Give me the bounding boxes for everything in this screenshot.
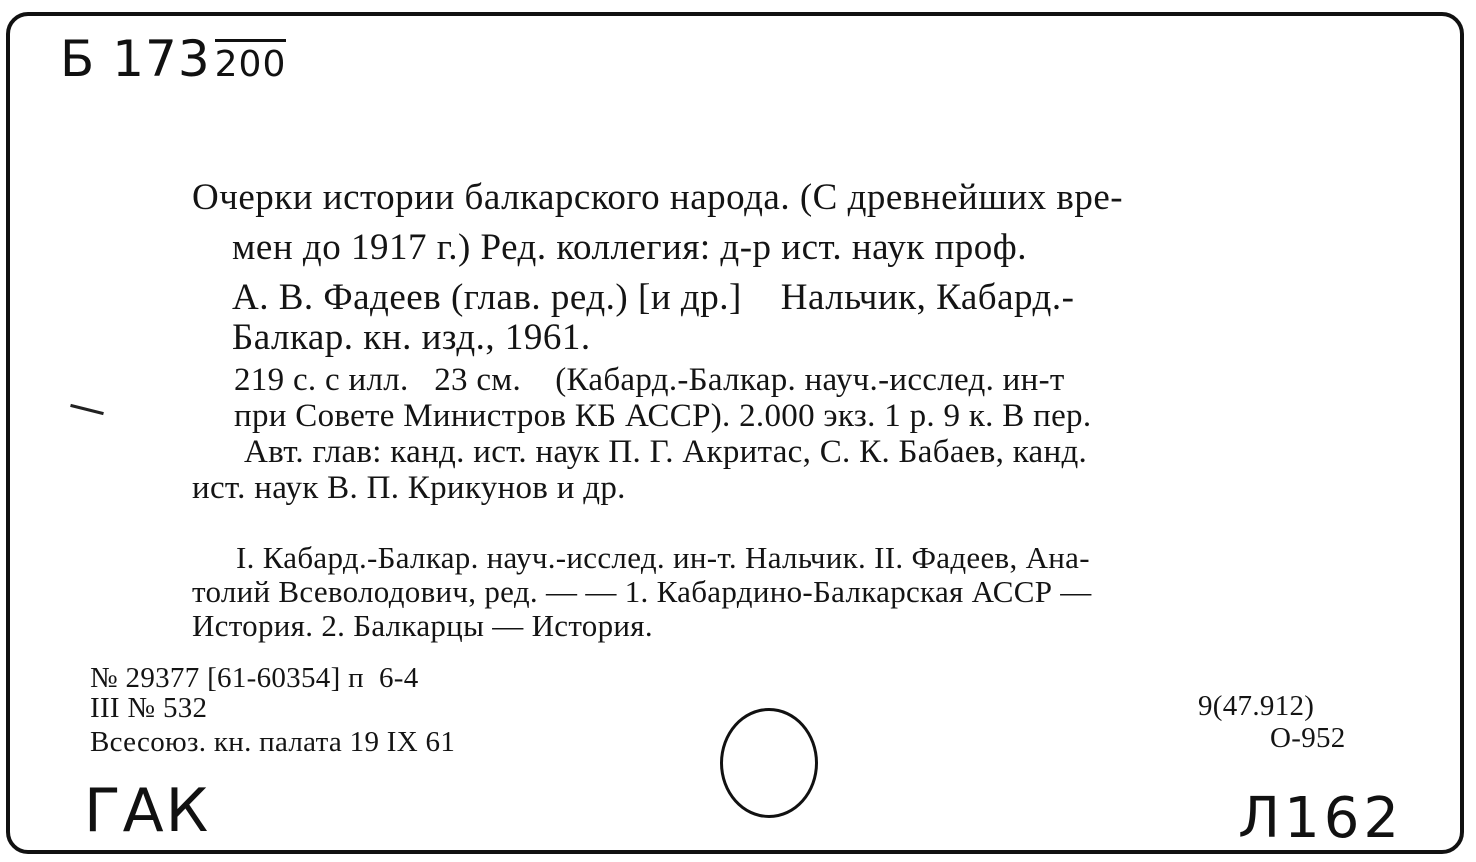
collation-line-2: при Совете Министров КБ АССР). 2.000 экз. 1 р. 9 к. В пер. (234, 398, 1092, 434)
tracing-line-1: I. Кабард.-Балкар. науч.-исслед. ин-т. Нальчик. II. Фадеев, Ана- (236, 540, 1090, 575)
punch-hole-circle (720, 708, 818, 818)
title-line-1: Очерки истории балкарского народа. (С древнейших вре- (192, 177, 1124, 218)
handwritten-gak: ГАК (84, 776, 211, 846)
title-line-4: Балкар. кн. изд., 1961. (232, 317, 591, 358)
classification-number: 9(47.912) (1198, 690, 1315, 722)
collation-line-3: Авт. глав: канд. ист. наук П. Г. Акритас, С. К. Бабаев, канд. (244, 434, 1088, 470)
tracing-line-2: толий Всеволодович, ред. — — 1. Кабардино-Балкарская АССР — (192, 574, 1092, 609)
stamp-line-3: Всесоюз. кн. палата 19 IX 61 (90, 726, 456, 758)
collation-line-1: 219 с. с илл. 23 см. (Кабард.-Балкар. науч.-исслед. ин-т (234, 362, 1065, 398)
title-line-2: мен до 1917 г.) Ред. коллегия: д-р ист. наук проф. (232, 227, 1027, 268)
call-number-fraction: 200 (215, 39, 287, 85)
title-line-3: А. В. Фадеев (глав. ред.) [и др.] Нальчик, Кабард.- (232, 277, 1075, 318)
stamp-line-2: III № 532 (90, 692, 208, 724)
call-number-main: Б 173 (60, 30, 211, 88)
author-mark: О-952 (1270, 722, 1346, 754)
catalog-card (6, 12, 1464, 854)
collation-line-4: ист. наук В. П. Крикунов и др. (192, 470, 626, 506)
tracing-line-3: История. 2. Балкарцы — История. (192, 608, 653, 643)
stamp-line-1: № 29377 [61-60354] п 6-4 (90, 662, 419, 694)
handwritten-inventory-mark: Л162 (1238, 786, 1403, 851)
